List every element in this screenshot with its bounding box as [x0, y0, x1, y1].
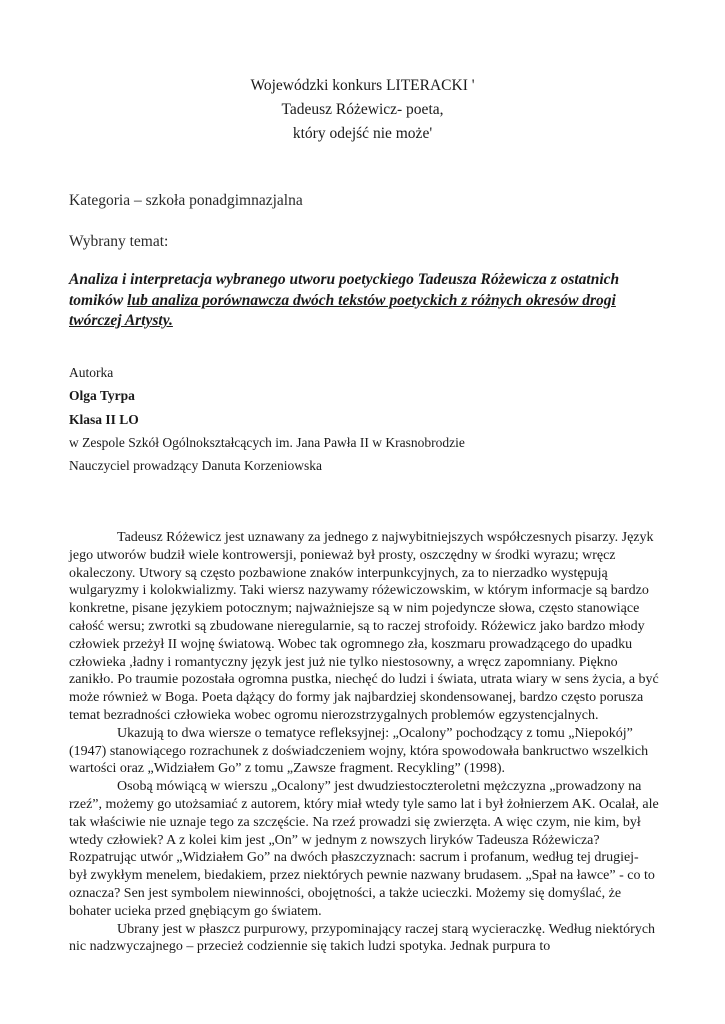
author-teacher: Nauczyciel prowadzący Danuta Korzeniowska	[69, 458, 323, 474]
topic-part-2-underlined: lub analiza porównawcza dwóch tekstów poetyckich z różnych okresów drogi twórczej Artysty.	[69, 291, 616, 329]
header-line-3: który odejść nie może'	[292, 125, 433, 142]
essay-paragraph-1: Tadeusz Różewicz jest uznawany za jednego z najwybitniejszych współczesnych pisarzy. Język jego utworów budził wiele kontrowersji, ponieważ był prosty, oszczędny w środki wyrazu; wręcz okaleczony. Utwory są często pozbawione znaków interpunkcyjnych, za to nierzadko występują wulgaryzmy i kolokwializmy. Taki wiersz nazywamy różewiczowskim, w którym informacje są bardzo konkretne, pisane językiem potocznym; najważniejsze są w nim pojedyncze słowa, często stanowiące całość wersu; zwrotki są zbudowane nieregularnie, są to raczej strofoidy. Różewicz jako bardzo młody człowiek przeżył II wojnę światową. Wobec tak ogromnego zła, koszmaru prowadzącego do upadku człowieka ,ładny i romantyczny język jest już nie tylko niestosowny, a wręcz zapomniany. Piękno zanikło. Po traumie pozostała ogromna pustka, niechęć do ludzi i świata, utrata wiary w sens życia, a być może również w Boga. Poeta dążący do formy jak najbardziej skondensowanej, bardzo często porusza temat bezradności człowieka wobec ogromu nierozstrzygalnych problemów egzystencjalnych.	[69, 530, 659, 723]
essay-body	[69, 529, 659, 956]
header-line-2: Tadeusz Różewicz- poeta,	[281, 101, 444, 118]
author-class: Klasa II LO	[69, 411, 139, 427]
essay-paragraph-4: Ubrany jest w płaszcz purpurowy, przypominający raczej starą wycieraczkę. Według niektórych nic nadzwyczajnego – przecież codziennie się takich ludzi spotyka. Jednak purpura to	[69, 921, 656, 955]
category-line: Kategoria – szkoła ponadgimnazjalna	[69, 192, 303, 209]
essay-paragraph-3: Osobą mówiącą w wierszu „Ocalony” jest dwudziestoczteroletni mężczyzna „prowadzony na rzeź”, możemy go utożsamiać z autorem, który miał wtedy tyle samo lat i był żołnierzem AK. Ocalał, ale tak właściwie nie uznaje tego za szczęście. Na rzeź prowadzi się zwierzęta. A więc czym, nie kim, był wtedy człowiek? A z kolei kim jest „On” w jednym z nowszych liryków Tadeusza Różewicza? Rozpatrując utwór „Widziałem Go” na dwóch płaszczyznach: sacrum i profanum, według tej drugiej- był zwykłym menelem, biedakiem, przez niektórych pewnie nazwany brudasem. „Spał na ławce” - co to oznacza? Sen jest symbolem niewinności, obojętności, a także ucieczki. Możemy się domyślać, że bohater ucieka przed gnębiącym go światem.	[69, 779, 659, 919]
essay-paragraph-2: Ukazują to dwa wiersze o tematyce refleksyjnej: „Ocalony” pochodzący z tomu „Niepokój” (1947) stanowiącego rozrachunek z doświadczeniem wojny, która spowodowała bankructwo wszelkich wartości oraz „Widziałem Go” z tomu „Zawsze fragment. Recykling” (1998).	[69, 725, 649, 777]
topic-part-1: Analiza i interpretacja wybranego utworu poetyckiego Tadeusza Różewicza z ostatnich tomików	[69, 271, 620, 309]
header-line-1: Wojewódzki konkurs LITERACKI '	[250, 77, 475, 94]
author-name: Olga Tyrpa	[69, 388, 135, 404]
topic-text	[69, 270, 659, 332]
chosen-topic-label: Wybrany temat:	[69, 233, 169, 250]
author-school: w Zespole Szkół Ogólnokształcących im. Jana Pawła II w Krasnobrodzie	[69, 434, 465, 450]
author-block	[69, 361, 465, 477]
document-header	[0, 74, 725, 146]
author-label: Autorka	[69, 365, 114, 380]
